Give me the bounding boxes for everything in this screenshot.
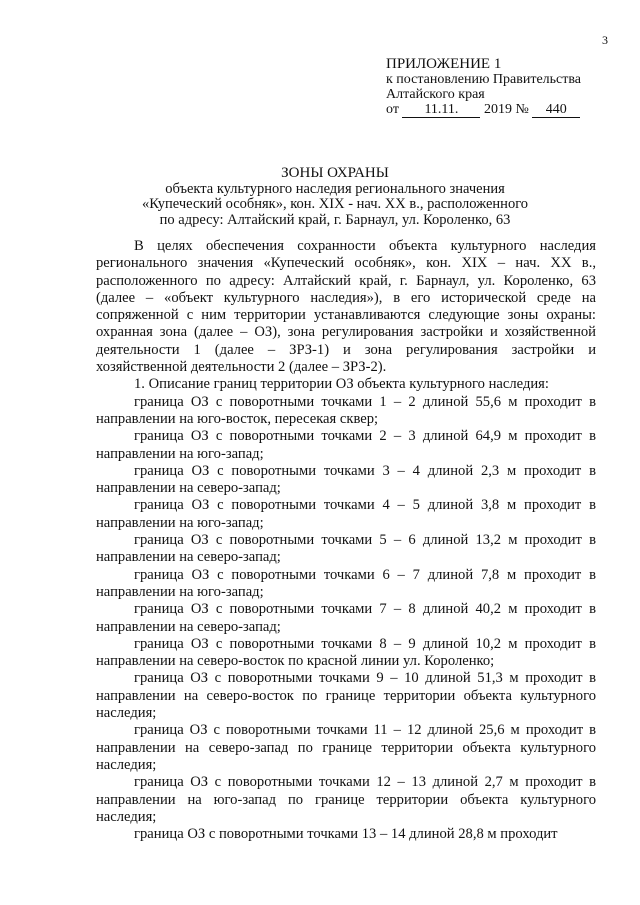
decree-number: 440 [532, 103, 580, 118]
boundary-item: граница ОЗ с поворотными точками 9 – 10 длиной 51,3 м проходит в направлении на северо-восток по границе территории объекта культурного наследия; [96, 670, 596, 722]
decree-year: 2019 № [483, 102, 529, 117]
title-line-1: объекта культурного наследия регионального значения [165, 180, 505, 197]
boundary-item: граница ОЗ с поворотными точками 12 – 13 длиной 2,7 м проходит в направлении на юго-запад по границе территории объекта культурного наследия; [96, 774, 596, 825]
boundary-item: граница ОЗ с поворотными точками 4 – 5 длиной 3,8 м проходит в направлении на юго-запад; [96, 497, 596, 531]
boundary-item: граница ОЗ с поворотными точками 7 – 8 длиной 40,2 м проходит в направлении на северо-запад; [96, 601, 596, 635]
appendix-header [386, 57, 581, 118]
boundary-item: граница ОЗ с поворотными точками 5 – 6 длиной 13,2 м проходит в направлении на северо-запад; [96, 532, 596, 566]
appendix-line-1: к постановлению Правительства [386, 72, 582, 87]
boundary-item: граница ОЗ с поворотными точками 13 – 14 длиной 28,8 м проходит [134, 826, 558, 843]
document-body [96, 238, 596, 843]
boundary-item: граница ОЗ с поворотными точками 8 – 9 длиной 10,2 м проходит в направлении на северо-восток по красной линии ул. Короленко; [96, 635, 596, 670]
page-number: 3 [602, 33, 608, 47]
appendix-line-2: Алтайского края [386, 87, 485, 102]
document-title-block [90, 166, 580, 228]
title-line-3: по адресу: Алтайский край, г. Барнаул, ул. Короленко, 63 [159, 211, 511, 228]
boundary-item: граница ОЗ с поворотными точками 1 – 2 длиной 55,6 м проходит в направлении на юго-восток, пересекая сквер; [96, 393, 596, 427]
appendix-date-line [386, 102, 581, 118]
section-heading: 1. Описание границ территории ОЗ объекта культурного наследия: [134, 376, 549, 393]
boundary-item: граница ОЗ с поворотными точками 6 – 7 длиной 7,8 м проходит в направлении на юго-запад; [96, 566, 596, 600]
intro-paragraph: В целях обеспечения сохранности объекта культурного наследия регионального значения «Купеческий особняк», кон. XIX – нач. XX в., расположенного по адресу: Алтайский край, г. Барнаул, ул. Короленко, 63 (далее – «объект культурного наследия»), в его исторической среде на сопряженной с ним территории устанавливаются следующие зоны охраны: охранная зона (далее – ОЗ), зона регулирования застройки и хозяйственной деятельности 1 (далее – ЗРЗ-1) и зона регулирования застройки и хозяйственной деятельности 2 (далее – ЗРЗ-2). [96, 238, 596, 376]
title-line-2: «Купеческий особняк», кон. XIX - нач. XX в., расположенного [141, 196, 529, 212]
boundary-item: граница ОЗ с поворотными точками 3 – 4 длиной 2,3 м проходит в направлении на северо-запад; [96, 462, 596, 497]
boundary-item: граница ОЗ с поворотными точками 2 – 3 длиной 64,9 м проходит в направлении на юго-запад; [96, 428, 596, 462]
document-title: ЗОНЫ ОХРАНЫ [281, 165, 389, 181]
boundary-item: граница ОЗ с поворотными точками 11 – 12 длиной 25,6 м проходит в направлении на северо-запад по границе территории объекта культурного наследия; [96, 722, 596, 773]
from-label: от [386, 102, 399, 117]
decree-date: 11.11. [402, 103, 480, 118]
appendix-title: ПРИЛОЖЕНИЕ 1 [386, 56, 502, 72]
